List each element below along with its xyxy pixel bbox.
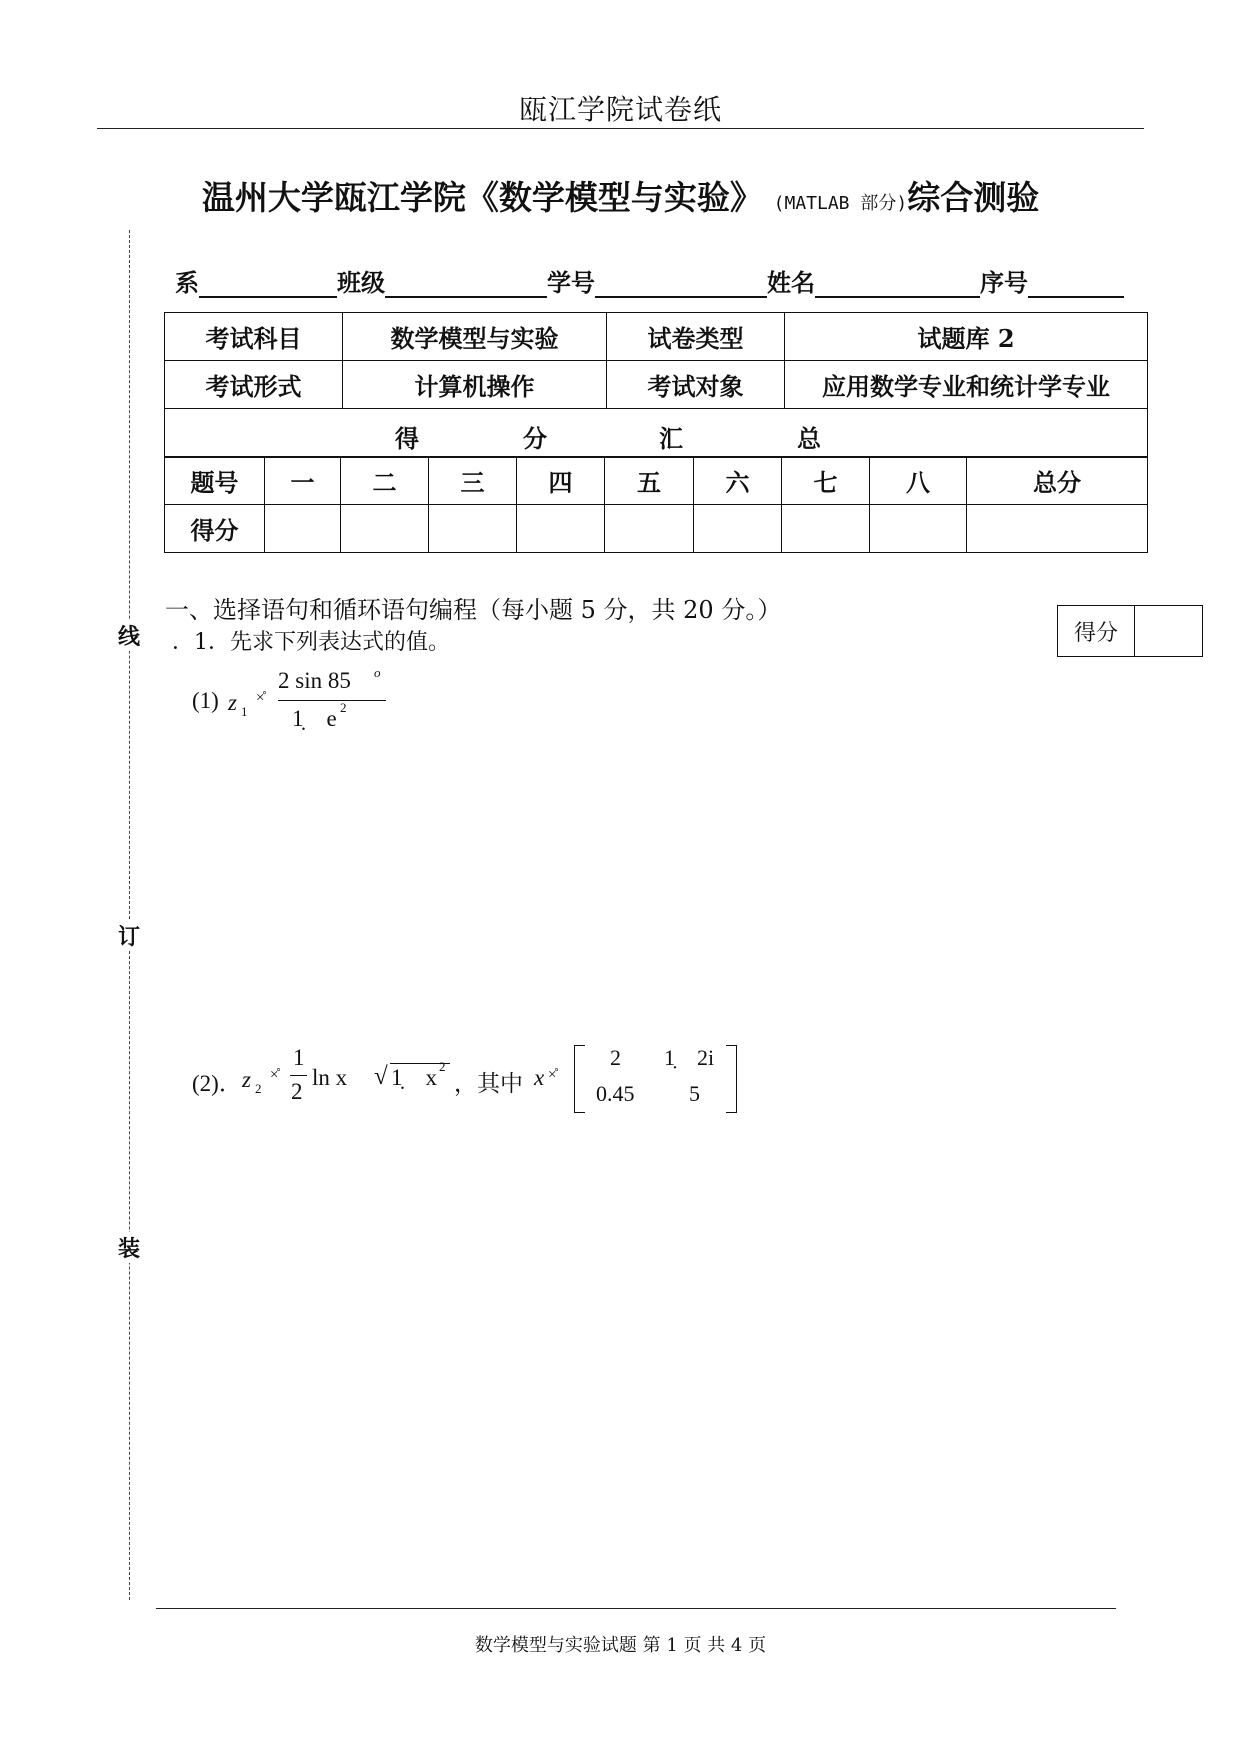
exam-title-subtitle: (MATLAB 部分) bbox=[762, 193, 908, 214]
q2-sqrt-icon: √ bbox=[374, 1063, 388, 1090]
total-score-cell[interactable] bbox=[967, 505, 1148, 553]
exam-title bbox=[0, 172, 1241, 219]
q2-ops: ×̊ bbox=[270, 1067, 279, 1083]
section-score-field[interactable] bbox=[1135, 606, 1202, 656]
summary-row bbox=[165, 409, 1148, 458]
info-row bbox=[165, 313, 1148, 361]
seq-field[interactable] bbox=[1028, 270, 1124, 298]
question-no-label: 题号 bbox=[165, 457, 265, 505]
q1-den-sup: 2 bbox=[340, 700, 347, 715]
score-table bbox=[164, 456, 1148, 553]
exam-form-label: 考试形式 bbox=[165, 361, 343, 409]
question-col: 二 bbox=[341, 457, 429, 505]
class-label: 班级 bbox=[337, 268, 385, 297]
exam-target-value: 应用数学专业和统计学专业 bbox=[785, 361, 1148, 409]
question-col: 七 bbox=[782, 457, 870, 505]
q2-label: (2)． bbox=[192, 1071, 242, 1096]
subject-value: 数学模型与实验 bbox=[343, 313, 607, 361]
q2-fraction-bar bbox=[290, 1075, 307, 1076]
score-row bbox=[165, 505, 1148, 553]
section-heading: 一、选择语句和循环语句编程（每小题 5 分，共 20 分。） bbox=[165, 596, 782, 624]
score-label: 得分 bbox=[165, 505, 265, 553]
score-cell[interactable] bbox=[341, 505, 429, 553]
subject-label: 考试科目 bbox=[165, 313, 343, 361]
summary-char: 分 bbox=[523, 424, 547, 453]
exam-info-table bbox=[164, 312, 1148, 458]
score-cell[interactable] bbox=[265, 505, 341, 553]
header-rule bbox=[97, 128, 1144, 129]
matrix-cell: 0.45 bbox=[596, 1081, 635, 1106]
name-field[interactable] bbox=[815, 270, 980, 298]
summary-char: 得 bbox=[395, 424, 419, 453]
question-col: 八 bbox=[870, 457, 967, 505]
binding-label-line: 线 bbox=[114, 620, 144, 651]
total-label: 总分 bbox=[967, 457, 1148, 505]
q2-var: z bbox=[242, 1067, 251, 1092]
q2-sqrt-sup: 2 bbox=[439, 1059, 446, 1074]
exam-title-main: 温州大学瓯江学院《数学模型与实验》 bbox=[201, 178, 763, 217]
q1-label: (1) bbox=[192, 688, 219, 713]
question-col: 五 bbox=[605, 457, 694, 505]
name-label: 姓名 bbox=[767, 268, 815, 297]
summary-char: 汇 bbox=[659, 424, 683, 453]
question-col: 六 bbox=[694, 457, 782, 505]
exam-form-value: 计算机操作 bbox=[343, 361, 607, 409]
exam-target-label: 考试对象 bbox=[607, 361, 785, 409]
question-col: 三 bbox=[429, 457, 517, 505]
q1-numerator: 2 sin 85 bbox=[278, 668, 351, 693]
q2-sqrt-content: 1̣ x bbox=[391, 1065, 437, 1090]
question-col: 一 bbox=[265, 457, 341, 505]
paper-header: 瓯江学院试卷纸 bbox=[518, 93, 722, 126]
formula-q2 bbox=[192, 1045, 752, 1121]
matrix-cell: 2 bbox=[610, 1045, 621, 1070]
info-row bbox=[165, 361, 1148, 409]
score-cell[interactable] bbox=[517, 505, 605, 553]
student-info-line bbox=[175, 263, 1150, 298]
q2-frac-den: 2 bbox=[291, 1079, 303, 1104]
q1-var: z bbox=[228, 690, 237, 715]
paper-type-label: 试卷类型 bbox=[607, 313, 785, 361]
q1-sub: 1 bbox=[241, 704, 248, 719]
q2-where: ，其中 bbox=[454, 1071, 523, 1096]
formula-q1 bbox=[192, 665, 412, 748]
score-cell[interactable] bbox=[782, 505, 870, 553]
score-cell[interactable] bbox=[429, 505, 517, 553]
exam-title-suffix: 综合测验 bbox=[907, 178, 1040, 217]
section-score-box bbox=[1057, 605, 1203, 657]
section-score-label: 得分 bbox=[1058, 606, 1135, 656]
question-col: 四 bbox=[517, 457, 605, 505]
matrix-right-bracket bbox=[726, 1045, 737, 1113]
matrix-left-bracket bbox=[574, 1045, 585, 1113]
q1-fraction-bar bbox=[278, 700, 386, 701]
matrix-cell: 5 bbox=[689, 1081, 700, 1106]
page-footer: 数学模型与实验试题 第 1 页 共 4 页 bbox=[474, 1635, 767, 1656]
q1-ops: ×̊ bbox=[256, 690, 265, 706]
student-id-field[interactable] bbox=[595, 270, 767, 298]
q2-x-var: x bbox=[534, 1065, 545, 1090]
q2-x-ops: ×̊ bbox=[548, 1067, 557, 1083]
score-cell[interactable] bbox=[605, 505, 694, 553]
dept-field[interactable] bbox=[199, 270, 337, 298]
score-summary-heading bbox=[165, 409, 1148, 458]
matrix-cell: 1̣ 2i bbox=[664, 1045, 715, 1070]
dept-label: 系 bbox=[175, 268, 199, 297]
q1-denominator: 1̣ e bbox=[292, 706, 337, 731]
student-id-label: 学号 bbox=[547, 268, 595, 297]
q2-sub: 2 bbox=[255, 1081, 262, 1096]
q2-frac-num: 1 bbox=[293, 1045, 305, 1070]
binding-label-staple: 订 bbox=[114, 920, 144, 951]
score-cell[interactable] bbox=[870, 505, 967, 553]
section-subheading: ．1．先求下列表达式的值。 bbox=[172, 630, 450, 655]
summary-char: 总 bbox=[797, 424, 821, 453]
paper-type-value: 试题库 2 bbox=[785, 313, 1148, 361]
binding-dashed-line bbox=[129, 230, 130, 1600]
score-cell[interactable] bbox=[694, 505, 782, 553]
seq-label: 序号 bbox=[980, 268, 1028, 297]
footer-rule bbox=[156, 1608, 1116, 1609]
q1-num-sup: o bbox=[374, 665, 381, 680]
binding-label-bind: 装 bbox=[114, 1232, 144, 1263]
score-header-row bbox=[165, 457, 1148, 505]
class-field[interactable] bbox=[385, 270, 547, 298]
q2-ln: ln x bbox=[312, 1065, 348, 1090]
